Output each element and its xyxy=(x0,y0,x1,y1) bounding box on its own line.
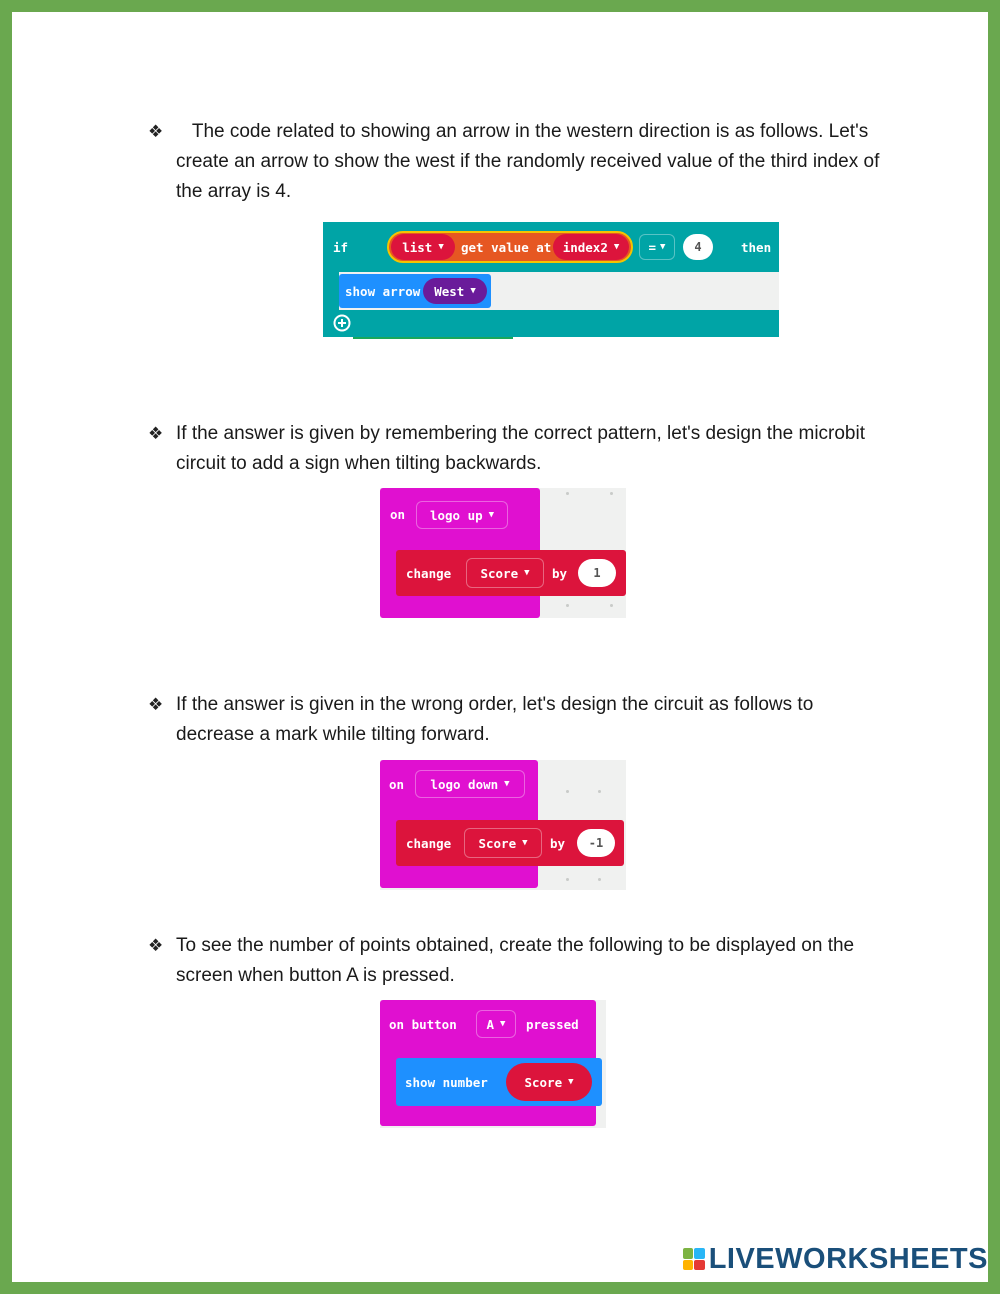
liveworksheets-logo xyxy=(683,1244,988,1274)
list-dropdown[interactable] xyxy=(391,234,455,260)
direction-dropdown[interactable] xyxy=(423,278,487,304)
variable-dropdown[interactable] xyxy=(466,558,544,588)
chevron-down-icon: ▼ xyxy=(613,242,620,252)
on-label: on xyxy=(390,506,406,522)
chevron-down-icon: ▼ xyxy=(522,838,528,848)
liveworksheets-logo-icon xyxy=(683,1248,705,1270)
bullet-icon: ❖ xyxy=(148,122,164,141)
variable-dropdown[interactable] xyxy=(506,1063,592,1101)
paragraph-text: If the answer is given by remembering the correct pattern, let's design the microbit circuit to add a sign when tilting backwards. xyxy=(176,423,866,474)
variable-label: Score xyxy=(480,565,519,581)
on-button-label: on button xyxy=(389,1016,457,1032)
gesture-dropdown[interactable] xyxy=(416,501,508,529)
operator-label: = xyxy=(648,239,657,255)
variable-label: Score xyxy=(478,835,517,851)
amount-input[interactable]: -1 xyxy=(577,829,615,857)
paragraph-text: To see the number of points obtained, create the following to be displayed on the screen when button A is pressed. xyxy=(176,935,855,986)
if-keyword: if xyxy=(333,239,349,255)
logo-up-block-image xyxy=(380,488,626,618)
chevron-down-icon: ▼ xyxy=(470,286,476,296)
worksheet-page xyxy=(12,12,988,1282)
logo-down-block-image xyxy=(380,760,626,890)
if-show-arrow-block-image xyxy=(323,222,779,339)
index-dropdown[interactable] xyxy=(553,234,629,260)
index-dropdown-label: index2 xyxy=(562,239,608,255)
paragraph-text: The code related to showing an arrow in the western direction is as follows. Let's create an arrow to show the west if the randomly received value of the third index of the array is 4. xyxy=(176,121,885,202)
change-label: change xyxy=(406,835,452,851)
button-pressed-block-image xyxy=(380,1000,606,1128)
chevron-down-icon: ▼ xyxy=(504,779,510,789)
operator-dropdown[interactable] xyxy=(639,234,675,260)
amount-input[interactable]: 1 xyxy=(578,559,616,587)
chevron-down-icon: ▼ xyxy=(488,510,495,520)
bullet-icon: ❖ xyxy=(148,695,164,714)
plus-circle-icon[interactable] xyxy=(332,313,352,333)
get-value-label: get value at xyxy=(461,239,552,255)
show-number-label: show number xyxy=(405,1074,488,1090)
chevron-down-icon: ▼ xyxy=(500,1019,506,1029)
pressed-label: pressed xyxy=(526,1016,579,1032)
variable-dropdown[interactable] xyxy=(464,828,542,858)
gesture-label: logo up xyxy=(429,507,483,523)
chevron-down-icon: ▼ xyxy=(438,242,444,252)
compare-value-input[interactable]: 4 xyxy=(683,234,713,260)
bullet-icon: ❖ xyxy=(148,936,164,955)
show-arrow-label: show arrow xyxy=(345,283,421,299)
by-label: by xyxy=(552,565,568,581)
variable-label: Score xyxy=(524,1074,563,1090)
button-label: A xyxy=(486,1016,495,1032)
chevron-down-icon: ▼ xyxy=(524,568,530,578)
gesture-label: logo down xyxy=(430,776,499,792)
brand-name: LIVEWORKSHEETS xyxy=(708,1242,988,1275)
then-keyword: then xyxy=(741,239,772,255)
paragraph-text: If the answer is given in the wrong order, let's design the circuit as follows to decrease a mark while tilting forward. xyxy=(176,694,814,745)
by-label: by xyxy=(550,835,566,851)
on-label: on xyxy=(389,776,405,792)
gesture-dropdown[interactable] xyxy=(415,770,525,798)
change-label: change xyxy=(406,565,452,581)
list-dropdown-label: list xyxy=(402,239,433,255)
button-dropdown[interactable] xyxy=(476,1010,516,1038)
direction-label: West xyxy=(434,283,465,299)
bullet-icon: ❖ xyxy=(148,424,164,443)
chevron-down-icon: ▼ xyxy=(568,1077,574,1087)
chevron-down-icon: ▼ xyxy=(660,242,666,252)
